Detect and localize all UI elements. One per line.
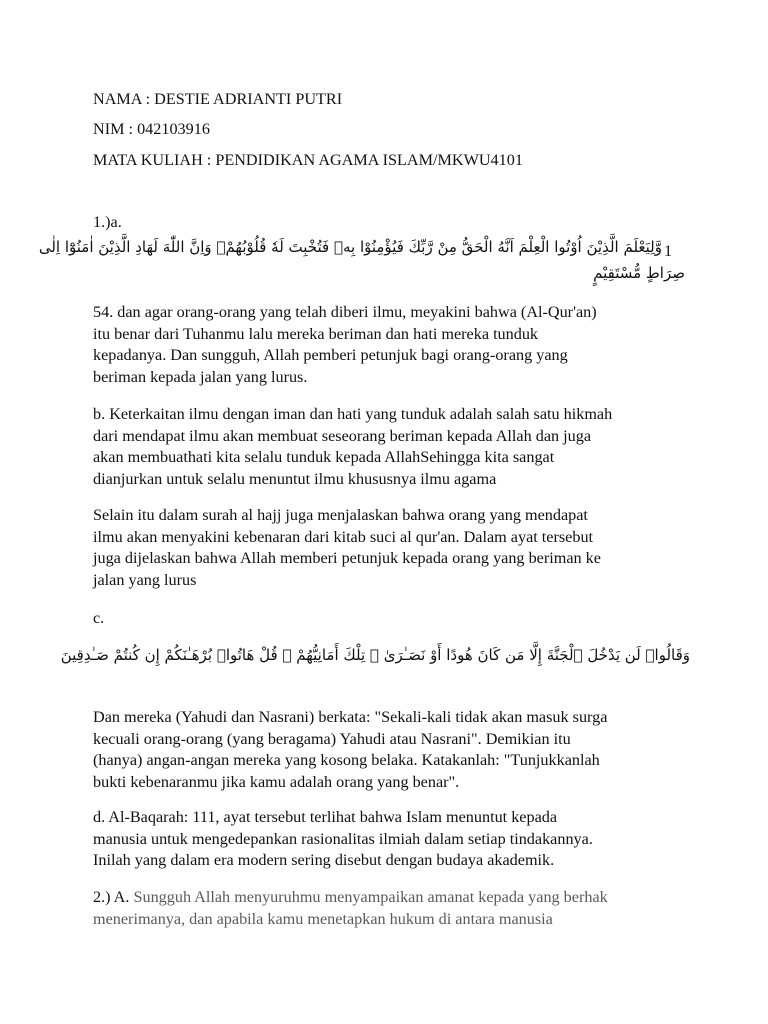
answer-line: manusia untuk mengedepankan rasionalitas ilmiah dalam setiap tindakannya. [93, 829, 593, 848]
student-nim: NIM : 042103916 [93, 120, 210, 138]
course-name: MATA KULIAH : PENDIDIKAN AGAMA ISLAM/MKWU4101 [93, 151, 523, 169]
question-1a-label: 1.)a. [93, 213, 122, 231]
answer-line: bukti kebenaranmu jika kamu adalah orang yang benar". [93, 773, 460, 792]
question-2a-text: Sungguh Allah menyuruhmu menyampaikan amanat kepada yang berhak [133, 888, 608, 906]
answer-1b-continued [93, 505, 693, 592]
question-1c-label: c. [93, 609, 105, 627]
answer-line: dianjurkan untuk selalu menuntut ilmu khususnya ilmu agama [93, 470, 497, 489]
answer-line: juga dijelaskan bahwa Allah memberi petunjuk kepada orang yang beriman ke [93, 549, 601, 568]
answer-line: akan membuathati kita selalu tunduk kepada AllahSehingga kita sangat [93, 448, 555, 467]
question-2a-label: 2.) A. [93, 888, 130, 906]
answer-line: (hanya) angan-angan mereka yang kosong belaka. Katakanlah: "Tunjukkanlah [93, 751, 600, 770]
verse-translation [93, 302, 693, 389]
answer-1b [93, 404, 693, 491]
arabic-verse-line-2: صِرَاطٍ مُّسْتَقِيْمٍ [593, 264, 685, 282]
student-name: NAMA : DESTIE ADRIANTI PUTRI [93, 90, 343, 108]
translation-line: 54. dan agar orang-orang yang telah diberi ilmu, meyakini bahwa (Al-Qur'an) [93, 303, 597, 321]
answer-line: Dan mereka (Yahudi dan Nasrani) berkata: "Sekali-kali tidak akan masuk surga [93, 708, 608, 726]
answer-1d [93, 807, 693, 872]
arabic-verse-line-1: وَّلِيَعْلَمَ الَّذِيْنَ اُوْتُوا الْعِلْمَ اَنَّهُ الْحَقُّ مِنْ رَّبِّكَ فَيُؤْمِنُوْا بِهٖ فَتُخْبِتَ لَهٗ قُلُوْبُهُمْۗ وَاِنَّ اللّٰهَ لَهَادِ الَّذِيْنَ اٰمَنُوْٓا اِلٰى [38, 238, 662, 256]
answer-line: kecuali orang-orang (yang beragama) Yahudi atau Nasrani". Demikian itu [93, 729, 571, 748]
answer-line: d. Al-Baqarah: 111, ayat tersebut terlihat bahwa Islam menuntut kepada [93, 808, 558, 826]
answer-line: menerimanya, dan apabila kamu menetapkan hukum di antara manusia [93, 909, 553, 928]
answer-line [93, 887, 693, 909]
translation-line: itu benar dari Tuhanmu lalu mereka beriman dan hati mereka tunduk [93, 324, 539, 343]
arabic-verse-c: وَقَالُوا۟ لَن يَدْخُلَ ٱلْجَنَّةَ إِلَّا مَن كَانَ هُودًا أَوْ نَصَـٰرَىٰ ۗ تِلْكَ أَمَانِيُّهُمْ ۗ قُلْ هَاتُوا۟ بُرْهَـٰنَكُمْ إِن كُنتُمْ صَـٰدِقِينَ [60, 646, 690, 664]
answer-line: Inilah yang dalam era modern sering disebut dengan budaya akademik. [93, 851, 555, 870]
translation-line: kepadanya. Dan sungguh, Allah pemberi petunjuk bagi orang-orang yang [93, 346, 568, 365]
answer-line: ilmu akan menyakini kebenaran dari kitab suci al qur'an. Dalam ayat tersebut [93, 527, 594, 546]
answer-line: dari mendapat ilmu akan membuat seseorang beriman kepada Allah dan juga [93, 426, 592, 445]
answer-line: Selain itu dalam surah al hajj juga menjalaskan bahwa orang yang mendapat [93, 506, 588, 524]
answer-line: b. Keterkaitan ilmu dengan iman dan hati yang tunduk adalah salah satu hikmah [93, 405, 613, 423]
translation-line: beriman kepada jalan yang lurus. [93, 368, 308, 387]
ayat-number: 1 [664, 242, 673, 260]
answer-1c [93, 707, 693, 794]
answer-line: jalan yang lurus [93, 571, 197, 590]
question-2a [93, 887, 693, 930]
